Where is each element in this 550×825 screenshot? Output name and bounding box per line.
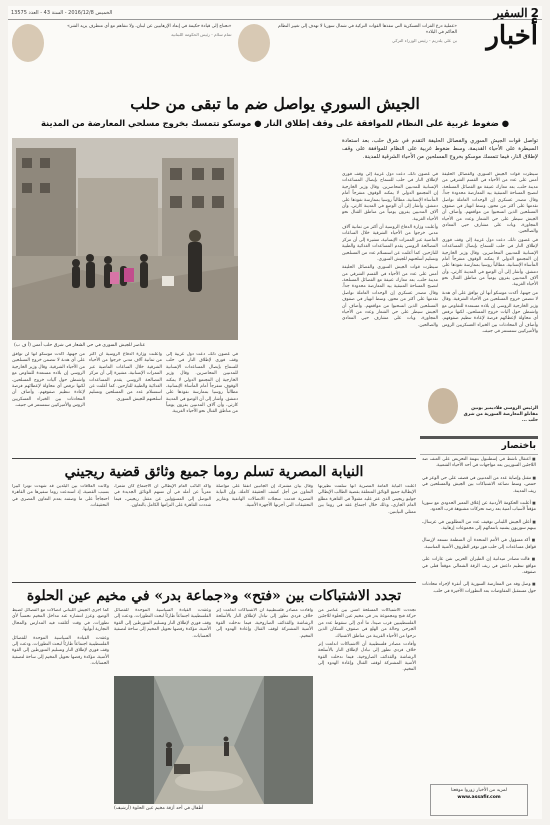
quote-left <box>238 24 458 68</box>
article-paragraph: في غضون ذلك، دعت دول غربية إلى وقف فوري لإطلاق النار في حلب للسماح بإيصال المساعدات الإنسانية للمدنيين المحاصرين. وقال وزير الخارجية إن المجتمع الدولي لا يمكنه الوقوف متفرجاً أمام المأساة الإنسانية، مطالباً روسيا بممارسة نفوذها على دمشق. وأشار إلى أن الوضع في المدينة كارثي، وأن آلاف المدنيين يفرون يومياً من مناطق القتال نحو الأحياء الغربية. <box>442 237 538 288</box>
article-column <box>12 608 109 814</box>
sidebar-item: ■ اعتقال ناشط في إسطنبول بتهمة التحريض على العنف ضد اللاجئين السوريين بعد مواجهات في أحد الأحياء الشعبية. <box>420 455 538 474</box>
main-headline: الجيش السوري يواصل ضم ما تبقى من حلب <box>130 94 420 113</box>
article-column <box>12 352 85 452</box>
article-paragraph: وعقدت القيادة السياسية الموحدة للفصائل الفلسطينية اجتماعاً طارئاً لبحث التطورات، ودعت إلى وقف فوري لإطلاق النار وتسليم المتورطين إلى القوة الأمنية، مؤكدة رفضها تحويل المخيم إلى ساحة لتصفية الحسابات. <box>12 635 109 666</box>
sidebar-item: ■ أعلن الجيش اللبناني توقيف عدد من المطلوبين في عرسال، بينهم سوريون يشتبه بانتمائهم إلى مجموعات إرهابية. <box>420 518 538 537</box>
article-paragraph: سيطرت قوات الجيش السوري والفصائل الحليفة أمس على عدد من الأحياء في القسم الشرقي من مدينة حلب، بعد معارك عنيفة مع الفصائل المسلحة، لتصبح المساحة المتبقية بيد المعارضة محدودة جداً. وقال مصدر عسكري إن الوحدات العاملة تواصل تقدمها على أكثر من محور، وسط انهيار في صفوف المسلحين الذين انسحبوا من مواقعهم. وأضاف أن الجيش سيطر على حي الشعار وعدد من الأحياء المجاورة، وبات على مشارف حيي المعادي والصالحين. <box>342 265 438 328</box>
website-box <box>430 784 528 816</box>
article-column <box>12 484 109 578</box>
sidebar-item: ■ مقتل وإصابة عدد من المدنيين في قصف على حي الوعر في حمص، وسط تصاعد الاشتباكات بين الجيش والمسلحين في ريف المدينة. <box>420 474 538 499</box>
article-paragraph: وأكد النائب العام الإيطالي أن الاجتماع كان مثمراً، معرباً عن أمله في أن تسهم الوثائق الجديدة في التوصل إلى المسؤولين عن مقتل ريجيني، فيما شددت القاهرة على التزامها الكامل بالتعاون. <box>114 484 211 509</box>
sidebar-brief <box>420 436 538 814</box>
article-paragraph: وأعلنت وزارة الدفاع الروسية أن أكثر من ثمانية آلاف مدني خرجوا من الأحياء الشرقية خلال الساعات الماضية عبر الممرات الإنسانية، مشيرة إلى أن مركز المصالحة الروسي يقدم المساعدات الغذائية والطبية للنازحين. كما أعلنت عن استسلام عدد من المسلحين وتسليم أسلحتهم للجيش السوري. <box>342 225 438 262</box>
article-column <box>89 352 162 452</box>
article-paragraph: وكانت العلاقات بين البلدين قد شهدت توتراً كبيراً بسبب القضية، إذ استدعت روما سفيرها من القاهرة احتجاجاً على ما وصفته بعدم التعاون المصري في التحقيقات. <box>12 484 109 509</box>
article-paragraph: وعقدت القيادة السياسية الموحدة للفصائل الفلسطينية اجتماعاً طارئاً لبحث التطورات، ودعت إلى وقف فوري لإطلاق النار وتسليم المتورطين إلى القوة الأمنية، مؤكدة رفضها تحويل المخيم إلى ساحة لتصفية الحسابات. <box>114 608 211 639</box>
headline-3: تجدد الاشتباكات بين «فتح» و«جماعة بدر» في مخيم عين الحلوة <box>12 582 416 604</box>
article-paragraph: من جهتها، أكدت موسكو أنها لن توافق على أي هدنة لا تتضمن خروج المسلحين من الأحياء الشرقية. وقال وزير الخارجية الروسي إن بلاده مستعدة للتفاوض مع واشنطن حول آليات خروج المسلحين، لكنها ترفض أي محاولة لإعطائهم فرصة لإعادة تنظيم صفوفهم. وأضاف أن المحادثات بين الخبراء العسكريين الروس والأميركيين ستستمر في جنيف. <box>12 352 85 408</box>
headline-2: النيابة المصرية تسلم روما جميع وثائق قضية ريجيني <box>12 458 416 480</box>
header-brand-group <box>494 6 539 20</box>
street-scene-illustration <box>12 138 238 340</box>
quote-text: «نحتاج إلى قيادة حكيمة في إبعاد الإرهابيين عن لبنان، ولا نتفاهم مع أي متطرف يريد الشر» <box>67 24 232 29</box>
photo-caption: أطفال في أحد أزقة مخيم عين الحلوة (أرشيف) <box>114 806 204 811</box>
website-url[interactable]: www.assafir.com <box>457 795 501 800</box>
newspaper-logo: السفير <box>493 5 528 20</box>
article-column <box>114 484 211 578</box>
profile-title: الرئيس الروسي فلاديمير بوتين <box>471 405 538 411</box>
quote-author: بن علي يلدريم - رئيس الوزراء التركي <box>391 37 457 43</box>
lead-paragraph: تواصل قوات الجيش السوري والفصائل الحليفة التقدم في شرق حلب، بعد استعادة السيطرة على الأحياء القديمة، وسط ضغوط غربية على النظام للموافقة على وقف لإطلاق النار، فيما تتمسك موسكو بخروج المسلحين من الأحياء الشرقية للمدينة. <box>342 138 538 160</box>
article-column <box>216 608 313 672</box>
top-quotes <box>12 24 457 68</box>
sidebar-title: باختصار <box>420 439 538 455</box>
article-column <box>342 172 438 402</box>
issue-dateline: الخميس 2016/12/8 - السنة 43 - العدد 13575 <box>11 9 113 16</box>
page-number: 2 <box>530 5 539 20</box>
page-header <box>8 6 542 20</box>
article-paragraph: في غضون ذلك، دعت دول غربية إلى وقف فوري لإطلاق النار في حلب للسماح بإيصال المساعدات الإنسانية للمدنيين المحاصرين. وقال وزير الخارجية إن المجتمع الدولي لا يمكنه الوقوف متفرجاً أمام المأساة الإنسانية، مطالباً روسيا بممارسة نفوذها على دمشق. وأشار إلى أن الوضع في المدينة كارثي، وأن آلاف المدنيين يفرون يومياً من مناطق القتال نحو الأحياء الغربية. <box>166 352 238 415</box>
quote-right <box>12 24 232 68</box>
profile-name: مقاتلو المعارضة السورية من شرق حلب ... <box>463 411 538 424</box>
photo-caption: عناصر للجيش السوري في حي الشعار في شرق حلب أمس (أ ف ب) <box>14 343 146 348</box>
avatar <box>238 24 270 62</box>
article-paragraph: وأفادت مصادر فلسطينية أن الاشتباكات اندلعت إثر خلاف فردي تطور إلى تبادل لإطلاق النار بالأسلحة الرشاشة والقذائف الصاروخية، فيما تدخلت القوة الأمنية المشتركة لوقف القتال وإعادة الهدوء إلى المخيم. <box>216 608 313 639</box>
sidebar-item: ■ أعلنت الحكومة الأردنية عن إغلاق المعبر الحدودي مع سوريا مؤقتاً لأسباب أمنية بعد رصد تحركات مشبوهة قرب الحدود. <box>420 499 538 518</box>
profile-text <box>461 406 538 424</box>
article-column <box>318 484 416 578</box>
article-column <box>442 172 538 402</box>
sidebar-item: ■ أكد مسؤول في الأمم المتحدة أن المنظمة تستعد لإرسال قوافل مساعدات إلى حلب فور توفر الظروف الأمنية المناسبة. <box>420 536 538 555</box>
article-paragraph: في غضون ذلك، دعت دول غربية إلى وقف فوري لإطلاق النار في حلب للسماح بإيصال المساعدات الإنسانية للمدنيين المحاصرين. وقال وزير الخارجية إن المجتمع الدولي لا يمكنه الوقوف متفرجاً أمام المأساة الإنسانية، مطالباً روسيا بممارسة نفوذها على دمشق. وأشار إلى أن الوضع في المدينة كارثي، وأن آلاف المدنيين يفرون يومياً من مناطق القتال نحو الأحياء الغربية. <box>342 172 438 222</box>
newspaper-page <box>8 6 542 819</box>
alley-illustration <box>114 676 313 804</box>
article-paragraph: من جهتها، أكدت موسكو أنها لن توافق على أي هدنة لا تتضمن خروج المسلحين من الأحياء الشرقية. وقال وزير الخارجية الروسي إن بلاده مستعدة للتفاوض مع واشنطن حول آليات خروج المسلحين، لكنها ترفض أي محاولة لإعطائهم فرصة لإعادة تنظيم صفوفهم. وأضاف أن المحادثات بين الخبراء العسكريين الروس والأميركيين ستستمر في جنيف. <box>442 290 538 334</box>
article-paragraph: وأفادت مصادر فلسطينية أن الاشتباكات اندلعت إثر خلاف فردي تطور إلى تبادل لإطلاق النار بالأسلحة الرشاشة والقذائف الصاروخية، فيما تدخلت القوة الأمنية المشتركة لوقف القتال وإعادة الهدوء إلى المخيم. <box>318 641 416 673</box>
sidebar-item: ■ وصل وفد من المعارضة السورية إلى أنقرة لإجراء محادثات حول مستقبل المفاوضات بعد التطورات الأخيرة في حلب. <box>420 580 538 599</box>
article-paragraph: سيطرت قوات الجيش السوري والفصائل الحليفة أمس على عدد من الأحياء في القسم الشرقي من مدينة حلب، بعد معارك عنيفة مع الفصائل المسلحة، لتصبح المساحة المتبقية بيد المعارضة محدودة جداً. وقال مصدر عسكري إن الوحدات العاملة تواصل تقدمها على أكثر من محور، وسط انهيار في صفوف المسلحين الذين انسحبوا من مواقعهم. وأضاف أن الجيش سيطر على حي الشعار وعدد من الأحياء المجاورة، وبات على مشارف حيي المعادي والصالحين. <box>442 172 538 235</box>
main-photo <box>12 138 238 340</box>
camp-photo <box>114 676 313 804</box>
article-paragraph: وأعلنت وزارة الدفاع الروسية أن أكثر من ثمانية آلاف مدني خرجوا من الأحياء الشرقية خلال الساعات الماضية عبر الممرات الإنسانية، مشيرة إلى أن مركز المصالحة الروسي يقدم المساعدات الغذائية والطبية للنازحين. كما أعلنت عن استسلام عدد من المسلحين وتسليم أسلحتهم للجيش السوري. <box>89 352 162 402</box>
sub-headline: ● ضغوط غربية على النظام للموافقة على وقف إطلاق النار ● موسكو تتمسك بخروج مسلحي المعارضة من المدينة <box>40 118 510 128</box>
article-paragraph: تجددت الاشتباكات المسلحة أمس بين عناصر من حركة فتح ومجموعة بدر في مخيم عين الحلوة للاجئين الفلسطينيين قرب صيدا، ما أدى إلى سقوط عدد من الجرحى وحالة من الهلع في صفوف السكان الذين نزحوا من الأحياء القريبة من مناطق الاشتباك. <box>318 608 416 639</box>
article-paragraph: أعلنت النيابة العامة المصرية أنها سلمت نظيرتها الإيطالية جميع الوثائق المتعلقة بقضية الطالب الإيطالي جوليو ريجيني الذي عثر عليه مقتولاً في القاهرة مطلع العام الجاري، وذلك خلال اجتماع عقد في روما بين ممثلي النيابتين. <box>318 484 416 515</box>
section-title: أخبار <box>486 21 538 51</box>
article-paragraph: وقال بيان مشترك إن الجانبين اتفقا على مواصلة التعاون من أجل كشف الحقيقة كاملة، وإن النيابة المصرية قدمت سجلات الاتصالات الهاتفية وتقارير التحقيقات التي أجرتها الأجهزة الأمنية. <box>216 484 313 509</box>
article-column <box>114 608 211 672</box>
quote-author: تمام سلام - رئيس الحكومة اللبنانية <box>171 31 232 37</box>
profile-box <box>428 406 538 424</box>
article-column <box>166 352 238 452</box>
sidebar-item: ■ قالت مصادر ميدانية إن الطيران الحربي شن غارات على مواقع تنظيم داعش في ريف الرقة الشمالي موقعاً قتلى في صفوفه. <box>420 555 538 580</box>
article-column <box>216 484 313 578</box>
website-label: لمزيد من الأخبار زوروا موقعنا <box>451 788 507 793</box>
article-paragraph: كما أجرى الجيش اللبناني اتصالات مع الفصائل لضبط الوضع، وعزز انتشاره عند مداخل المخيم تحسباً لأي تطورات، في وقت أغلقت فيه المدارس والمحال التجارية أبوابها. <box>12 608 109 633</box>
avatar <box>428 388 458 424</box>
avatar <box>12 24 44 62</box>
article-column <box>318 608 416 814</box>
quote-text: «عملية درع الفرات العسكرية التي تنفذها القوات التركية في شمال سوريا لا تهدف إلى تغيير النظام الحاكم في البلاد» <box>278 24 457 35</box>
